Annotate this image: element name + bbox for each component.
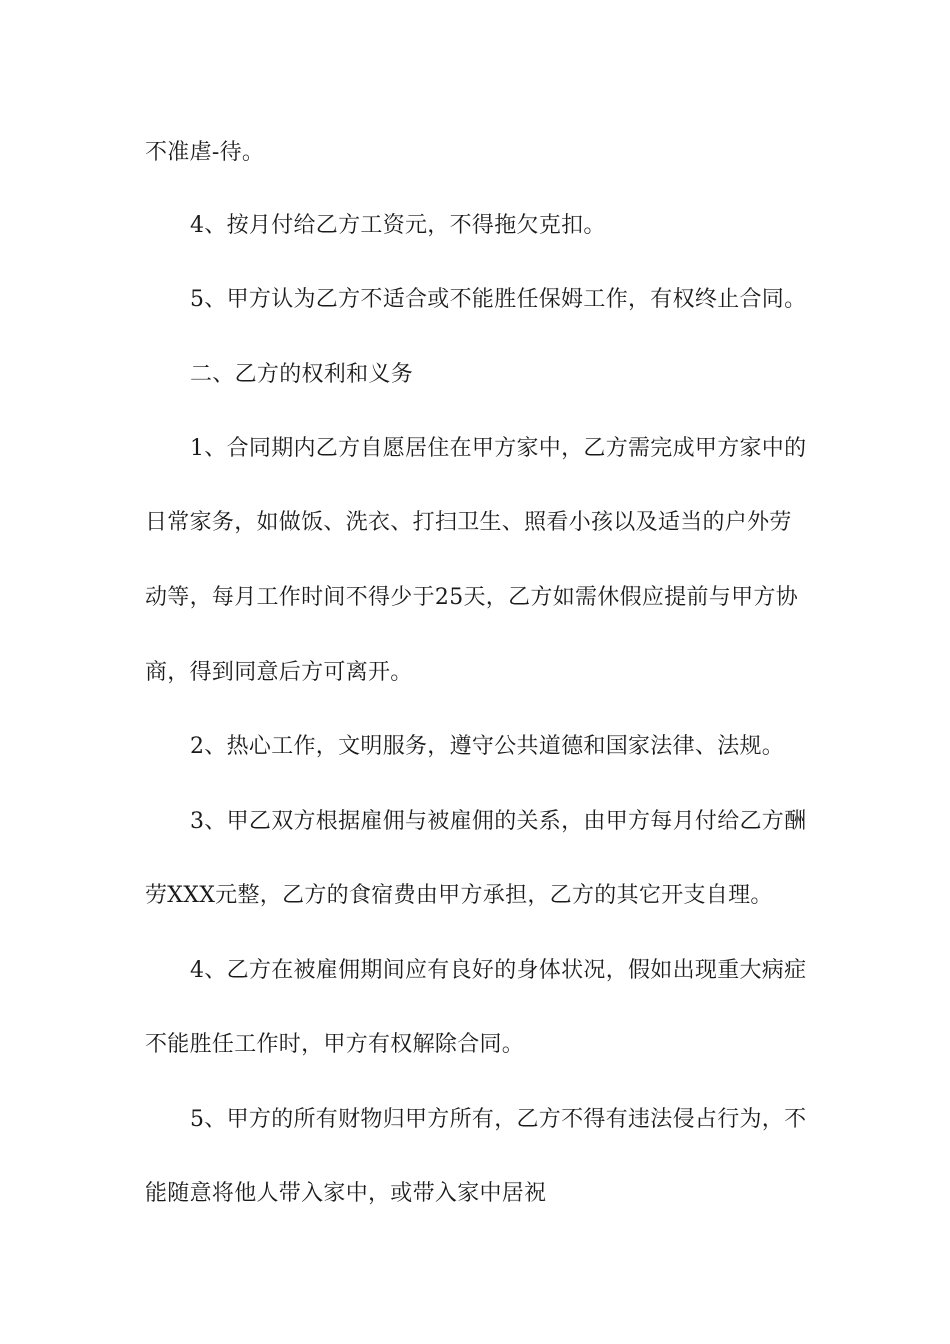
- text-line-8: 商，得到同意后方可离开。: [145, 660, 413, 685]
- text-line-5: 1、合同期内乙方自愿居住在甲方家中，乙方需完成甲方家中的: [190, 436, 807, 461]
- text-line-10: 3、甲乙双方根据雇佣与被雇佣的关系，由甲方每月付给乙方酬: [190, 809, 807, 834]
- text-line-9: 2、热心工作，文明服务，遵守公共道德和国家法律、法规。: [190, 734, 785, 759]
- text-line-15: 能随意将他人带入家中，或带入家中居祝: [145, 1181, 547, 1206]
- text-line-7: 动等，每月工作时间不得少于25天，乙方如需休假应提前与甲方协: [145, 585, 798, 610]
- text-line-11: 劳XXX元整，乙方的食宿费由甲方承担，乙方的其它开支自理。: [145, 883, 773, 908]
- text-line-2: 4、按月付给乙方工资元，不得拖欠克扣。: [190, 213, 606, 238]
- text-line-14: 5、甲方的所有财物归甲方所有，乙方不得有违法侵占行为，不: [190, 1107, 807, 1132]
- text-line-13: 不能胜任工作时，甲方有权解除合同。: [145, 1032, 525, 1057]
- text-line-1: 不准虐-待。: [145, 140, 265, 165]
- section-heading: 二、乙方的权利和义务: [190, 362, 414, 387]
- text-line-12: 4、乙方在被雇佣期间应有良好的身体状况，假如出现重大病症: [190, 958, 807, 983]
- text-line-3: 5、甲方认为乙方不适合或不能胜任保姆工作，有权终止合同。: [190, 287, 807, 312]
- text-line-6: 日常家务，如做饭、洗衣、打扫卫生、照看小孩以及适当的户外劳: [145, 510, 792, 535]
